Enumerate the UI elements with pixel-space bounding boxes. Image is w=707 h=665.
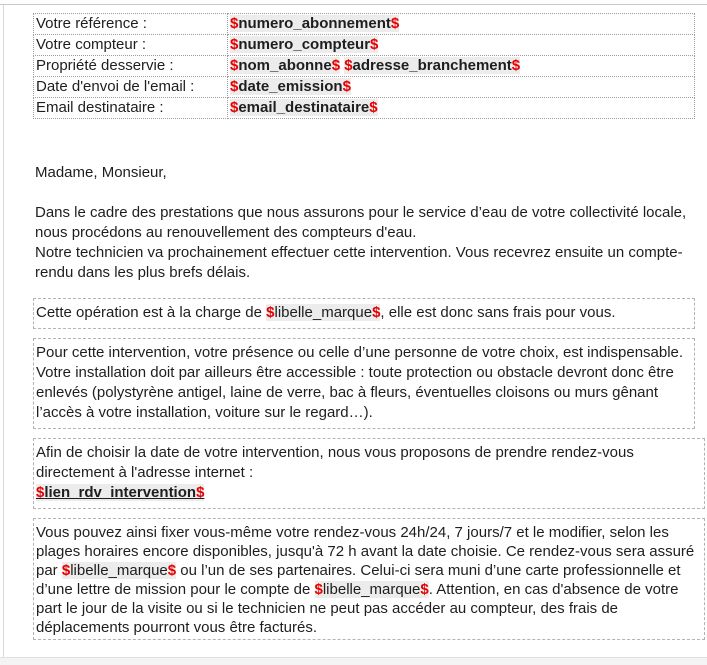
dollar-sign: $ <box>230 36 239 53</box>
dollar-sign: $ <box>420 581 429 598</box>
table-row <box>34 56 695 77</box>
variable-name: numero_abonnement <box>238 15 391 32</box>
row-label: Votre référence : <box>34 14 228 35</box>
template-variable <box>230 78 351 95</box>
template-variable <box>315 581 429 598</box>
dollar-sign: $ <box>370 36 379 53</box>
letter-box <box>33 338 695 429</box>
row-value <box>228 35 695 56</box>
row-value <box>228 98 695 119</box>
template-variable <box>230 15 399 32</box>
row-label: Votre compteur : <box>34 35 228 56</box>
letter-boxes <box>33 298 706 640</box>
dollar-sign: $ <box>342 78 351 95</box>
variable-name: libelle_marque <box>274 304 373 321</box>
box-paragraph: Cette opération est à la charge de $libelle_marque$, elle est donc sans frais pour vous. <box>36 304 616 321</box>
row-value <box>228 14 695 35</box>
dollar-sign: $ <box>331 57 341 74</box>
dollar-sign: $ <box>266 304 275 321</box>
box-paragraph: Vous pouvez ainsi fixer vous-même votre rendez-vous 24h/24, 7 jours/7 et le modifier, selon les plages horaires encore disponibles, jusqu'à 72 h avant la date choisie. Ce rendez-vous sera assuré par $libelle_marque$ ou l’un de ses partenaires. Celui-ci sera muni d’une carte professionnelle et d’une lettre de mission pour le compte de $libelle_marque$. Attention, en cas d'absence de votre part le jour de la visite ou si le technicien ne peut pas accéder au compteur, des frais de déplacements pourront vous être facturés. <box>36 524 695 636</box>
letter-box <box>33 298 695 329</box>
intro-paragraph: Dans le cadre des prestations que nous assurons pour le service d’eau de votre collectivité locale, nous procédons au renouvellement des compteurs d'eau. <box>35 204 687 241</box>
table-row <box>34 35 695 56</box>
variable-name: lien_rdv_intervention <box>44 484 197 501</box>
variable-name: adresse_branchement <box>352 57 512 74</box>
template-variable <box>266 304 380 321</box>
intro-paragraphs <box>35 203 695 283</box>
box-paragraph: Pour cette intervention, votre présence ou celle d’une personne de votre choix, est indispensable. Votre installation doit par ailleurs être accessible : toute protection ou obstacle devront donc être enlevés (polystyrène antigel, laine de verre, bac à fleurs, éventuelles cloisons ou murs gênant l’accès à votre installation, voiture sur le regard…). <box>36 344 684 421</box>
dollar-sign: $ <box>511 57 521 74</box>
row-label: Propriété desservie : <box>34 56 228 77</box>
dollar-sign: $ <box>230 99 239 116</box>
template-variable <box>230 57 340 74</box>
template-variable <box>230 99 378 116</box>
template-variable <box>344 57 520 74</box>
dollar-sign: $ <box>61 562 71 579</box>
row-label: Date d'envoi de l'email : <box>34 77 228 98</box>
variable-name: nom_abonne <box>238 57 332 74</box>
dollar-sign: $ <box>314 581 323 598</box>
variable-name: libelle_marque <box>322 581 421 598</box>
template-variable <box>36 484 204 501</box>
row-value <box>228 56 695 77</box>
rdv-link-variable[interactable] <box>36 483 702 503</box>
variable-name: libelle_marque <box>70 562 168 579</box>
box-paragraph: Afin de choisir la date de votre intervention, nous vous proposons de prendre rendez-vous directement à l'adresse internet : <box>36 444 634 481</box>
variable-name: date_emission <box>238 78 343 95</box>
dollar-sign: $ <box>167 562 177 579</box>
letter-box <box>33 438 705 509</box>
dollar-sign: $ <box>196 484 205 501</box>
bottom-strip <box>0 657 707 665</box>
dollar-sign: $ <box>36 484 45 501</box>
recipient-info-rows <box>34 14 695 119</box>
variable-name: email_destinataire <box>238 99 370 116</box>
intro-paragraph: Notre technicien va prochainement effectuer cette intervention. Vous recevrez ensuite un compte-rendu dans les plus brefs délais. <box>35 244 683 281</box>
table-row <box>34 14 695 35</box>
template-variable <box>230 36 378 53</box>
table-row <box>34 77 695 98</box>
letter-box <box>33 518 705 640</box>
variable-name: numero_compteur <box>238 36 371 53</box>
salutation-text: Madame, Monsieur, <box>35 164 167 181</box>
dollar-sign: $ <box>372 304 381 321</box>
dollar-sign: $ <box>344 57 353 74</box>
dollar-sign: $ <box>230 57 239 74</box>
row-label: Email destinataire : <box>34 98 228 119</box>
row-value <box>228 77 695 98</box>
editor-content-area[interactable] <box>3 5 706 658</box>
dollar-sign: $ <box>230 15 239 32</box>
table-row <box>34 98 695 119</box>
recipient-info-table <box>33 13 695 119</box>
template-variable <box>62 562 176 579</box>
dollar-sign: $ <box>369 99 378 116</box>
dollar-sign: $ <box>230 78 239 95</box>
dollar-sign: $ <box>390 15 400 32</box>
